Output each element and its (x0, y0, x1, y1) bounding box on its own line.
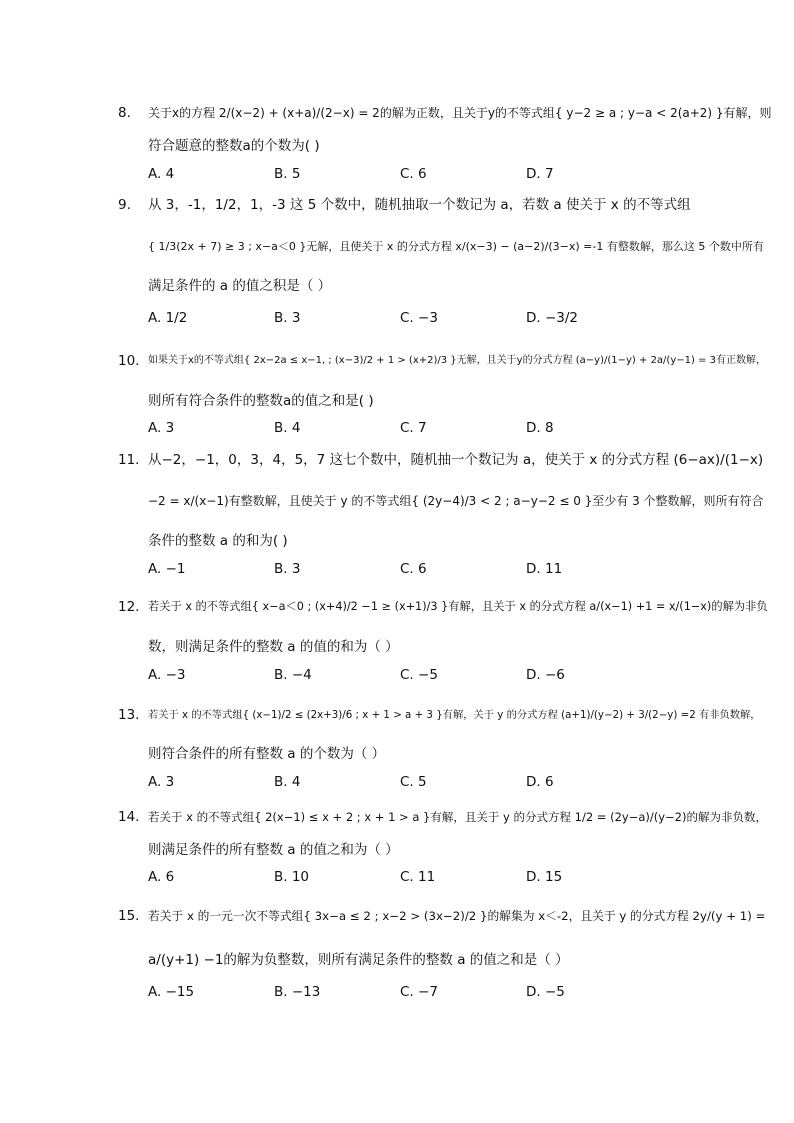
question-text-line: 从 3，-1，1/2，1，-3 这 5 个数中，随机抽取一个数记为 a，若数 a 使关于 x 的不等式组 (148, 197, 691, 213)
option-d[interactable]: D. 8 (526, 420, 554, 436)
option-b[interactable]: B. 4 (274, 420, 301, 436)
option-b[interactable]: B. 10 (274, 869, 310, 885)
option-c[interactable]: C. 5 (400, 774, 427, 790)
question-text-line: 关于x的方程 2/(x−2) + (x+a)/(2−x) = 2的解为正数，且关于y的不等式组{ y−2 ≥ a ; y−a < 2(a+2) }有解，则 (148, 106, 772, 120)
question-text-line: 若关于 x 的不等式组{ x−a＜0 ; (x+4)/2 −1 ≥ (x+1)/3 }有解，且关于 x 的分式方程 a/(x−1) +1 = x/(1−x)的解为非负 (148, 600, 768, 613)
answer-options (148, 309, 688, 327)
question-text-line: 从−2，−1，0，3，4，5，7 这七个数中，随机抽一个数记为 a，使关于 x 的分式方程 (6−ax)/(1−x) (148, 452, 764, 468)
question-number: 15. (118, 908, 140, 924)
option-c[interactable]: C. 6 (400, 166, 427, 182)
question-text-line: 若关于 x 的一元一次不等式组{ 3x−a ≤ 2 ; x−2 > (3x−2)/2 }的解集为 x＜-2，且关于 y 的分式方程 2y/(y + 1) = (148, 909, 766, 923)
option-a[interactable]: A. 4 (148, 166, 175, 182)
option-a[interactable]: A. 6 (148, 869, 175, 885)
question-number: 12. (118, 599, 140, 615)
question-text-line: 如果关于x的不等式组{ 2x−2a ≤ x−1, ; (x−3)/2 + 1 > (x+2)/3 }无解，且关于y的分式方程 (a−y)/(1−y) + 2a/(y−1) = 3有正数解， (148, 355, 766, 366)
question-text-line: 若关于 x 的不等式组{ 2(x−1) ≤ x + 2 ; x + 1 > a }有解，且关于 y 的分式方程 1/2 = (2y−a)/(y−2)的解为非负数， (148, 810, 767, 824)
question-number: 9. (118, 197, 131, 213)
option-b[interactable]: B. −13 (274, 984, 321, 1000)
option-c[interactable]: C. −3 (400, 310, 438, 326)
option-b[interactable]: B. 5 (274, 166, 301, 182)
option-b[interactable]: B. 3 (274, 310, 301, 326)
question-number: 14. (118, 809, 140, 825)
answer-options (148, 165, 688, 183)
answer-options (148, 419, 688, 437)
question-text-line: 则所有符合条件的整数a的值之和是( ) (148, 393, 374, 409)
option-a[interactable]: A. −3 (148, 667, 186, 683)
question-text-line: 满足条件的 a 的值之积是（ ） (148, 278, 332, 294)
question-text-line: −2 = x/(x−1)有整数解，且使关于 y 的不等式组{ (2y−4)/3 < 2 ; a−y−2 ≤ 0 }至少有 3 个整数解，则所有符合 (148, 494, 764, 508)
option-d[interactable]: D. −5 (526, 984, 565, 1000)
question-text-line: 数，则满足条件的整数 a 的值的和为（ ） (148, 639, 399, 655)
option-b[interactable]: B. 4 (274, 774, 301, 790)
option-a[interactable]: A. 3 (148, 774, 175, 790)
option-d[interactable]: D. 15 (526, 869, 563, 885)
option-b[interactable]: B. 3 (274, 561, 301, 577)
answer-options (148, 666, 688, 684)
question-number: 8. (118, 105, 131, 121)
question-text-line: 符合题意的整数a的个数为( ) (148, 138, 320, 154)
answer-options (148, 868, 688, 886)
question-number: 11. (118, 452, 140, 468)
question-text-line: 条件的整数 a 的和为( ) (148, 533, 288, 549)
answer-options (148, 983, 688, 1001)
answer-options (148, 773, 688, 791)
option-c[interactable]: C. 11 (400, 869, 436, 885)
option-c[interactable]: C. −5 (400, 667, 438, 683)
option-b[interactable]: B. −4 (274, 667, 312, 683)
question-number: 13. (118, 707, 140, 723)
option-c[interactable]: C. 6 (400, 561, 427, 577)
option-a[interactable]: A. 1/2 (148, 310, 188, 326)
option-c[interactable]: C. −7 (400, 984, 438, 1000)
question-text-line: a/(y+1) −1的解为负整数，则所有满足条件的整数 a 的值之和是（ ） (148, 952, 569, 968)
question-text-line: 则符合条件的所有整数 a 的个数为（ ） (148, 746, 386, 762)
option-d[interactable]: D. 6 (526, 774, 554, 790)
question-number: 10. (118, 353, 140, 369)
question-text-line: { 1/3(2x + 7) ≥ 3 ; x−a＜0 }无解，且使关于 x 的分式方程 x/(x−3) − (a−2)/(3−x) =-1 有整数解，那么这 5 个数中所有 (148, 240, 764, 253)
option-d[interactable]: D. −3/2 (526, 310, 579, 326)
question-text-line: 则满足条件的所有整数 a 的值之和为（ ） (148, 842, 399, 858)
question-text-line: 若关于 x 的不等式组{ (x−1)/2 ≤ (2x+3)/6 ; x + 1 > a + 3 }有解，关于 y 的分式方程 (a+1)/(y−2) + 3/(2−y) =2 有非负数解， (148, 709, 761, 721)
option-a[interactable]: A. −1 (148, 561, 186, 577)
option-a[interactable]: A. 3 (148, 420, 175, 436)
answer-options (148, 560, 688, 578)
option-d[interactable]: D. 7 (526, 166, 554, 182)
option-c[interactable]: C. 7 (400, 420, 427, 436)
option-a[interactable]: A. −15 (148, 984, 195, 1000)
option-d[interactable]: D. −6 (526, 667, 565, 683)
option-d[interactable]: D. 11 (526, 561, 563, 577)
